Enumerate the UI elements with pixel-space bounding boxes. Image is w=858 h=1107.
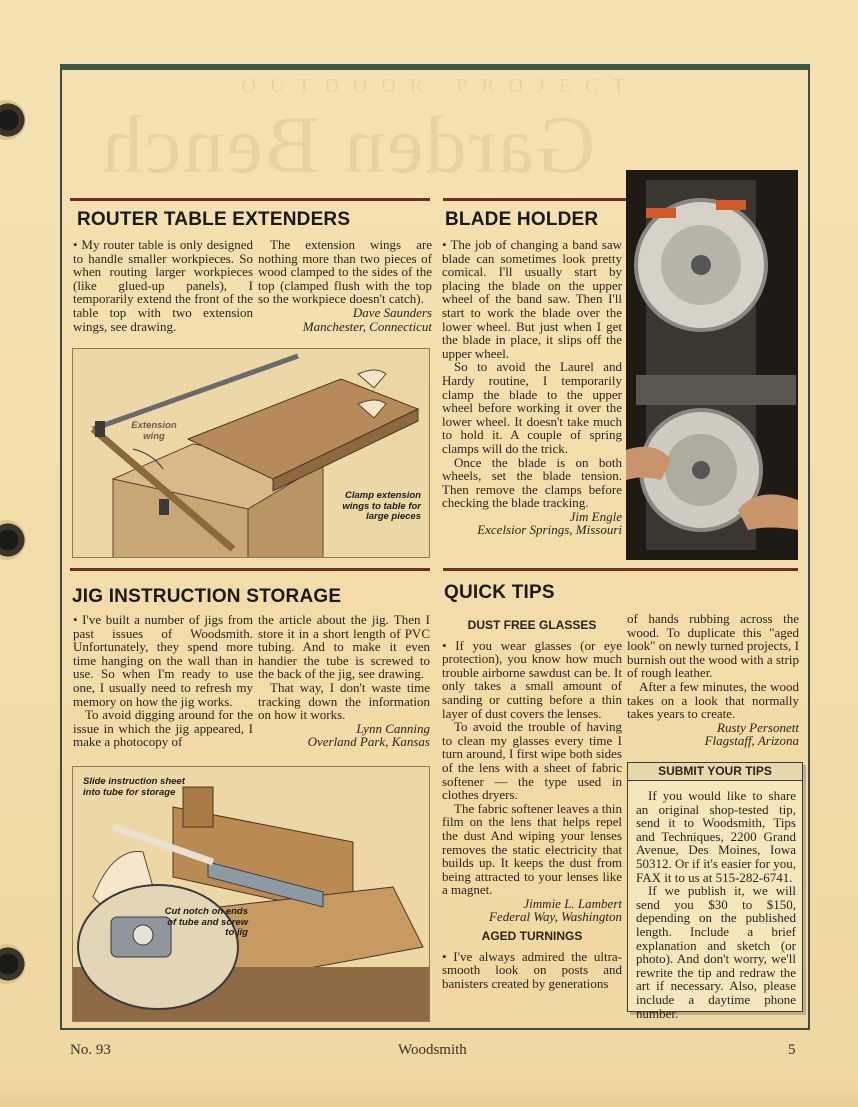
show-through-heading: OUTDOOR PROJECT Garden Bench xyxy=(100,75,639,185)
submit-tips-body xyxy=(628,781,802,1020)
section-rule xyxy=(70,568,430,571)
author-location: Flagstaff, Arizona xyxy=(704,733,799,749)
tip-paragraph: of hands rubbing across the wood. To duplicate this "aged look" on newly turned projects, I burnish out the wood with a strip of rough leather. xyxy=(627,611,799,681)
submit-tips-box xyxy=(627,762,803,1021)
jig-column-1 xyxy=(73,613,253,749)
router-paragraph: • My router table is only designed to handle smaller workpieces. So when routing larger workpieces (like glued-up panels), I temporarily extend the front of the table top with two extension wings, see drawing. xyxy=(73,237,253,334)
author-location: Federal Way, Washington xyxy=(488,909,622,925)
section-rule xyxy=(443,568,798,571)
quick-tips-column-2 xyxy=(627,612,799,748)
submit-tips-paragraph: If we publish it, we will send you $30 to $150, depending on the published length. Include a brief explanation and sketch (or photo). And don't worry, we'll rewrite the tip and redraw the art if necessary. Also, please include a daytime phone number. xyxy=(636,883,796,1021)
router-paragraph: The extension wings are nothing more than two pieces of wood clamped to the sides of the top (clamped flush with the top so the workpiece doesn't catch). xyxy=(258,237,432,307)
tip-paragraph: • I've always admired the ultra-smooth look on posts and banisters created by generations xyxy=(442,948,622,991)
router-column-1 xyxy=(73,238,253,333)
author-name: Jimmie L. Lambert xyxy=(523,895,622,911)
blade-column xyxy=(442,238,622,537)
punch-hole xyxy=(0,944,26,984)
tip-paragraph: After a few minutes, the wood takes on a look that normally takes years to create. xyxy=(627,678,799,722)
jig-storage-drawing xyxy=(72,766,430,1022)
author-name: Lynn Canning xyxy=(356,720,430,736)
punch-hole xyxy=(0,520,26,560)
author-name: Rusty Personett xyxy=(717,719,799,735)
tip-paragraph: The fabric softener leaves a thin film on the lens that helps repel the dust And wiping your lenses removes the static electricity that builds up. It keeps the dust from being attracted to your lenses like a magnet. xyxy=(442,800,622,898)
quick-tips-column-1 xyxy=(442,619,622,990)
jig-paragraph: • I've built a number of jigs from past issues of Woodsmith. Unfortunately, they spend more time hanging on the wall than in use. So when I'm ready to use one, I usually need to refresh my memory on how the jig works. xyxy=(73,612,253,709)
author-location: Excelsior Springs, Missouri xyxy=(477,522,622,538)
magazine-name: Woodsmith xyxy=(398,1042,467,1058)
router-table-illustration xyxy=(73,349,430,558)
band-saw-photo xyxy=(626,170,798,560)
section-title-router: ROUTER TABLE EXTENDERS xyxy=(77,209,351,230)
section-rule xyxy=(70,198,430,201)
jig-tube-illustration xyxy=(73,767,430,1022)
tip-paragraph: To avoid the trouble of having to clean my glasses every time I turn around, I first wipe both sides of the lens with a sheet of fabric softener — the type used in clothes dryers. xyxy=(442,719,622,803)
submit-tips-paragraph: If you would like to share an original shop-tested tip, send it to Woodsmith, Tips and Techniques, 2200 Grand Avenue, Des Moines, Iowa 50312. Or if it's easier for you, FAX it to us at 515-282-6741. xyxy=(636,788,796,885)
punch-hole xyxy=(0,100,26,140)
jig-paragraph: the article about the jig. Then I store it in a short length of PVC tubing. And to make it even handier the tube is screwed to the back of the jig, see drawing. xyxy=(258,612,430,682)
submit-tips-title: SUBMIT YOUR TIPS xyxy=(628,763,802,781)
section-title-blade: BLADE HOLDER xyxy=(445,209,599,230)
blade-paragraph: So to avoid the Laurel and Hardy routine, I temporarily clamp the blade to the upper wheel before working it over the lower wheel. It doesn't take much to hold it. A couple of spring clamps will do the trick. xyxy=(442,359,622,456)
subhead-aged-turnings: AGED TURNINGS xyxy=(481,929,583,944)
jig-column-2 xyxy=(258,613,430,749)
router-figure-caption: Clamp extension wings to table for large pieces xyxy=(342,490,421,522)
section-rule xyxy=(443,198,628,201)
section-title-quick-tips: QUICK TIPS xyxy=(444,582,555,603)
author-name: Jim Engle xyxy=(569,508,622,524)
jig-paragraph: That way, I don't waste time tracking down the information on how it works. xyxy=(258,679,430,723)
band-saw-image xyxy=(626,170,798,560)
subhead-dust-free-glasses: DUST FREE GLASSES xyxy=(467,618,597,632)
extension-wing-label: Extension wing xyxy=(131,420,177,442)
author-location: Overland Park, Kansas xyxy=(307,734,430,750)
blade-paragraph: Once the blade is on both wheels, set the blade tension. Then remove the clamps before checking the blade tracking. xyxy=(442,454,622,511)
page-bottom-edge xyxy=(0,1085,858,1107)
author-location: Manchester, Connecticut xyxy=(302,318,432,334)
page-number: 5 xyxy=(788,1042,796,1058)
router-extender-drawing xyxy=(72,348,430,558)
issue-number: No. 93 xyxy=(70,1042,111,1058)
jig-inset-caption: Cut notch on ends of tube and screw to jig xyxy=(164,906,248,938)
jig-paragraph: To avoid digging around for the issue in which the jig appeared, I make a photocopy of xyxy=(73,707,253,750)
author-name: Dave Saunders xyxy=(352,304,432,320)
jig-figure-caption: Slide instruction sheet into tube for storage xyxy=(83,776,185,798)
tip-paragraph: • If you wear glasses (or eye protection), you know how much trouble airborne sawdust can be. It only takes a small amount of sanding or cutting before a thin layer of dust covers the lenses. xyxy=(442,637,622,721)
section-title-jig: JIG INSTRUCTION STORAGE xyxy=(72,586,342,607)
blade-paragraph: • The job of changing a band saw blade can sometimes look pretty comical. I'll usually start by placing the blade on the upper wheel of the band saw. Then I'll start to work the blade over the lower wheel. But just when I get the blade in place, it slips off the upper wheel. xyxy=(442,237,622,361)
router-column-2 xyxy=(258,238,432,333)
